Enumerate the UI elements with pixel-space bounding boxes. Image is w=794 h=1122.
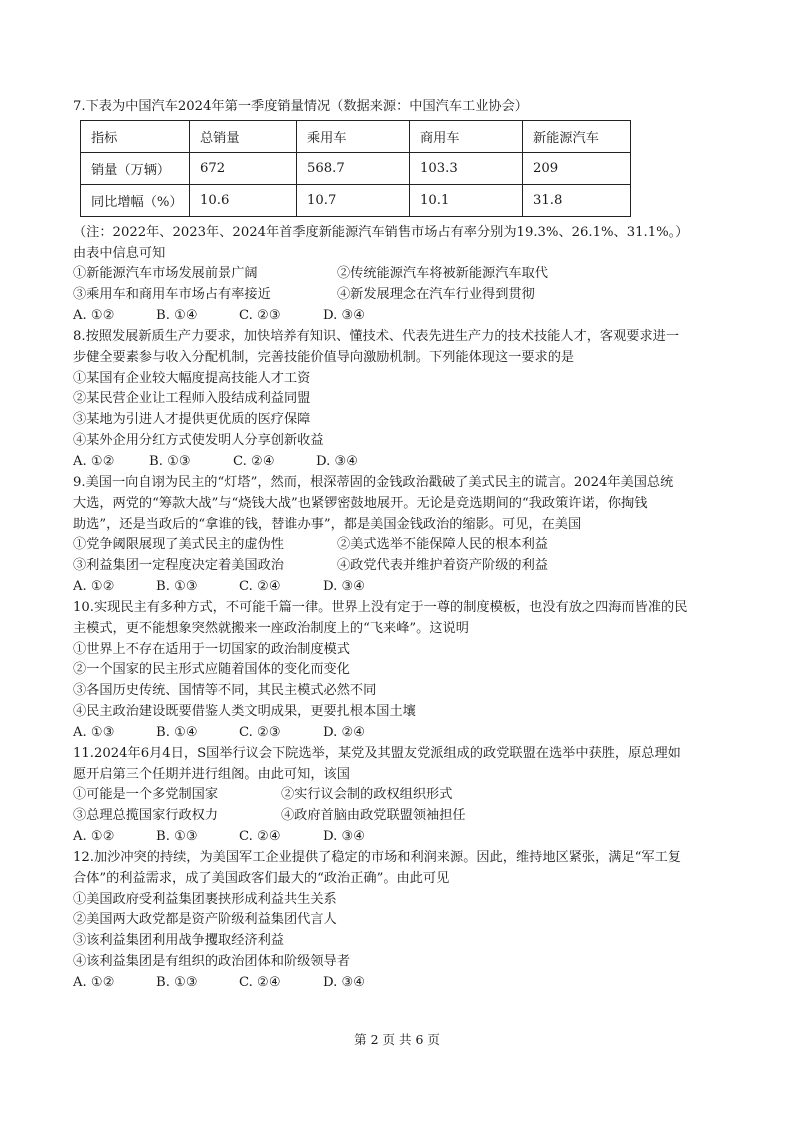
statement: ③乘用车和商用车市场占有率接近 bbox=[73, 287, 271, 302]
option-c: C. ②④ bbox=[233, 454, 275, 469]
statement: ④民主政治建设既要借鉴人类文明成果，更要扎根本国土壤 bbox=[73, 704, 416, 719]
table-header-cell: 乘用车 bbox=[297, 121, 410, 153]
option-a: A. ①② bbox=[73, 454, 115, 469]
option-a: A. ①② bbox=[73, 829, 115, 844]
table-cell: 同比增幅（%） bbox=[81, 185, 190, 217]
q7-lead: 由表中信息可知 bbox=[73, 246, 166, 261]
table-cell: 103.3 bbox=[410, 153, 523, 185]
statement: ②美式选举不能保障人民的根本利益 bbox=[337, 537, 548, 552]
q10-stem: 主模式，更不能想象突然就搬来一座政治制度上的“飞来峰”。这说明 bbox=[73, 621, 469, 636]
option-d: D. ②④ bbox=[323, 725, 366, 740]
option-b: B. ①③ bbox=[149, 454, 191, 469]
q10-stem: 10.实现民主有多种方式，不可能千篇一律。世界上没有定于一尊的制度模板，也没有放之四海而皆准的民 bbox=[73, 600, 688, 615]
statement: ②实行议会制的政权组织形式 bbox=[281, 787, 453, 802]
table-header-cell: 总销量 bbox=[190, 121, 297, 153]
option-c: C. ②④ bbox=[239, 579, 281, 594]
table-cell: 10.7 bbox=[297, 185, 410, 217]
statement: ③某地为引进人才提供更优质的医疗保障 bbox=[73, 412, 311, 427]
statement: ②美国两大政党都是资产阶级利益集团代言人 bbox=[73, 912, 337, 927]
table-cell: 10.1 bbox=[410, 185, 523, 217]
option-b: B. ①③ bbox=[156, 975, 198, 990]
option-c: C. ②④ bbox=[239, 829, 281, 844]
statement: ④该利益集团是有组织的政治团体和阶级领导者 bbox=[73, 954, 350, 969]
q8-stem: 8.按照发展新质生产力要求，加快培养有知识、懂技术、代表先进生产力的技术技能人才，客观要求进一 bbox=[73, 329, 680, 344]
option-b: B. ①③ bbox=[156, 579, 198, 594]
option-d: D. ③④ bbox=[323, 308, 366, 323]
statement: ④政党代表并维护着资产阶级的利益 bbox=[337, 558, 548, 573]
table-header-cell: 商用车 bbox=[410, 121, 523, 153]
q12-stem: 合体”的利益需求，成了美国政客们最大的“政治正确”。由此可见 bbox=[73, 871, 450, 886]
table-header-cell: 新能源汽车 bbox=[523, 121, 631, 153]
option-d: D. ③④ bbox=[323, 579, 366, 594]
statement: ①新能源汽车市场发展前景广阔 bbox=[73, 266, 258, 281]
q9-stem: 大选，两党的“筹款大战”与“烧钱大战”也紧锣密鼓地展开。无论是竞选期间的“我政策许诺，你掏钱 bbox=[73, 496, 648, 511]
option-b: B. ①④ bbox=[156, 725, 198, 740]
q11-stem: 愿开启第三个任期并进行组阁。由此可知，该国 bbox=[73, 767, 350, 782]
statement: ④某外企用分红方式使发明人分享创新收益 bbox=[73, 433, 324, 448]
statement: ③各国历史传统、国情等不同，其民主模式必然不同 bbox=[73, 683, 377, 698]
statement: ④新发展理念在汽车行业得到贯彻 bbox=[337, 287, 535, 302]
option-c: C. ②④ bbox=[239, 975, 281, 990]
q12-stem: 12.加沙冲突的持续，为美国军工企业提供了稳定的市场和利润来源。因此，维持地区紧张，满足“军工复 bbox=[73, 850, 681, 865]
option-c: C. ②③ bbox=[239, 308, 281, 323]
table-cell: 568.7 bbox=[297, 153, 410, 185]
table-cell: 209 bbox=[523, 153, 631, 185]
option-a: A. ①② bbox=[73, 308, 115, 323]
q9-stem: 9.美国一向自诩为民主的“灯塔”，然而，根深蒂固的金钱政治戳破了美式民主的谎言。2024年美国总统 bbox=[73, 475, 674, 490]
table-row bbox=[81, 153, 631, 185]
q11-stem: 11.2024年6月4日，S国举行议会下院选举，某党及其盟友党派组成的政党联盟在选举中获胜，原总理如 bbox=[73, 746, 681, 761]
table-row bbox=[81, 185, 631, 217]
statement: ③该利益集团利用战争攫取经济利益 bbox=[73, 933, 284, 948]
statement: ①美国政府受利益集团裹挟形成利益共生关系 bbox=[73, 892, 337, 907]
table-cell: 31.8 bbox=[523, 185, 631, 217]
option-d: D. ③④ bbox=[323, 975, 366, 990]
q8-stem: 步健全要素参与收入分配机制，完善技能价值导向激励机制。下列能体现这一要求的是 bbox=[73, 350, 575, 365]
table-cell: 10.6 bbox=[190, 185, 297, 217]
statement: ④政府首脑由政党联盟领袖担任 bbox=[281, 808, 466, 823]
option-d: D. ③④ bbox=[323, 829, 366, 844]
option-b: B. ①③ bbox=[156, 829, 198, 844]
q9-stem: 助选”，还是当政后的“拿谁的钱，替谁办事”，都是美国金钱政治的缩影。可见，在美国 bbox=[73, 517, 582, 532]
page-footer: 第 2 页 共 6 页 bbox=[354, 1032, 440, 1047]
statement: ③总理总揽国家行政权力 bbox=[73, 808, 219, 823]
table-header-cell: 指标 bbox=[81, 121, 190, 153]
statement: ③利益集团一定程度决定着美国政治 bbox=[73, 558, 284, 573]
statement: ①某国有企业较大幅度提高技能人才工资 bbox=[73, 371, 311, 386]
statement: ①可能是一个多党制国家 bbox=[73, 787, 219, 802]
option-a: A. ①③ bbox=[73, 725, 115, 740]
q7-stem: 7.下表为中国汽车2024年第一季度销量情况（数据来源：中国汽车工业协会） bbox=[73, 99, 528, 114]
statement: ①党争阈限展现了美式民主的虚伪性 bbox=[73, 537, 284, 552]
option-a: A. ①② bbox=[73, 579, 115, 594]
table-cell: 销量（万辆） bbox=[81, 153, 190, 185]
statement: ②某民营企业让工程师入股结成利益同盟 bbox=[73, 391, 311, 406]
statement: ②一个国家的民主形式应随着国体的变化而变化 bbox=[73, 662, 350, 677]
q7-note: （注：2022年、2023年、2024年首季度新能源汽车销售市场占有率分别为19.3%、26.1%、31.1%。） bbox=[73, 225, 689, 240]
table-header-row bbox=[81, 121, 631, 153]
statement: ①世界上不存在适用于一切国家的政治制度模式 bbox=[73, 642, 350, 657]
statement: ②传统能源汽车将被新能源汽车取代 bbox=[337, 266, 548, 281]
option-a: A. ①② bbox=[73, 975, 115, 990]
option-b: B. ①④ bbox=[156, 308, 198, 323]
option-c: C. ②③ bbox=[239, 725, 281, 740]
sales-table bbox=[80, 120, 631, 217]
option-d: D. ③④ bbox=[316, 454, 359, 469]
table-cell: 672 bbox=[190, 153, 297, 185]
